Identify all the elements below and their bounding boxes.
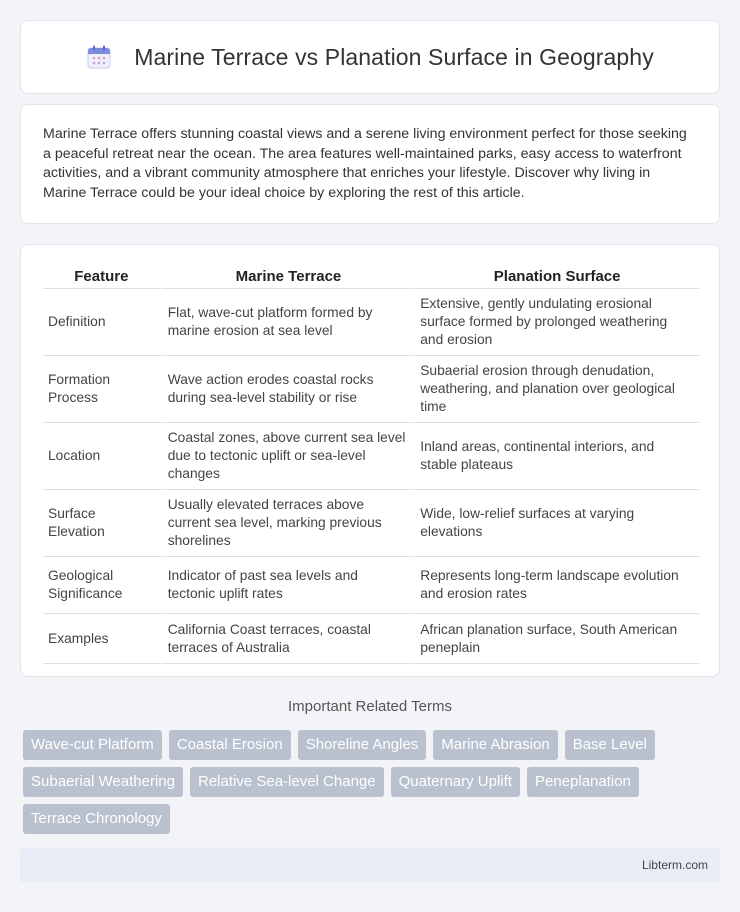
cell-planation-surface: Represents long-term landscape evolution and erosion rates	[413, 557, 699, 614]
related-term-tag[interactable]: Relative Sea-level Change	[190, 767, 384, 797]
intro-text: Marine Terrace offers stunning coastal views and a serene living environment perfect for those seeking a peaceful retreat near the ocean. The area features well-maintained parks, easy access to waterfront activities, and a vibrant community atmosphere that enriches your lifestyle. Discover why living in Marine Terrace could be your ideal choice by exploring the rest of this article.	[43, 126, 687, 201]
related-term-tag[interactable]: Marine Abrasion	[433, 730, 557, 760]
related-term-tag[interactable]: Quaternary Uplift	[391, 767, 520, 797]
comparison-table	[43, 267, 699, 664]
table-row	[43, 557, 699, 614]
column-header-marine-terrace: Marine Terrace	[160, 267, 414, 289]
cell-planation-surface: Inland areas, continental interiors, and stable plateaus	[413, 423, 699, 490]
related-term-tag[interactable]: Terrace Chronology	[23, 804, 170, 834]
table-header-row	[43, 267, 699, 289]
related-term-tag[interactable]: Base Level	[565, 730, 655, 760]
related-terms-list	[23, 730, 723, 841]
cell-planation-surface: African planation surface, South American peneplain	[413, 614, 699, 664]
related-term-tag[interactable]: Wave-cut Platform	[23, 730, 162, 760]
related-terms-title: Important Related Terms	[288, 698, 452, 715]
cell-feature: Examples	[43, 614, 160, 664]
header-card	[20, 20, 720, 94]
table-row	[43, 423, 699, 490]
cell-planation-surface: Extensive, gently undulating erosional surface formed by prolonged weathering and erosion	[413, 289, 699, 356]
intro-card	[20, 104, 720, 224]
cell-planation-surface: Subaerial erosion through denudation, weathering, and planation over geological time	[413, 356, 699, 423]
column-header-planation-surface: Planation Surface	[413, 267, 699, 289]
cell-marine-terrace: Wave action erodes coastal rocks during sea-level stability or rise	[160, 356, 414, 423]
related-term-tag[interactable]: Peneplanation	[527, 767, 639, 797]
table-row	[43, 356, 699, 423]
footer	[20, 848, 720, 882]
related-term-tag[interactable]: Coastal Erosion	[169, 730, 291, 760]
table-row	[43, 614, 699, 664]
calendar-icon	[86, 44, 112, 70]
page-title: Marine Terrace vs Planation Surface in Geography	[134, 43, 654, 70]
cell-feature: Formation Process	[43, 356, 160, 423]
cell-feature: Location	[43, 423, 160, 490]
cell-marine-terrace: Indicator of past sea levels and tectonic uplift rates	[160, 557, 414, 614]
table-row	[43, 289, 699, 356]
column-header-feature: Feature	[43, 267, 160, 289]
cell-planation-surface: Wide, low-relief surfaces at varying elevations	[413, 490, 699, 557]
cell-marine-terrace: Usually elevated terraces above current sea level, marking previous shorelines	[160, 490, 414, 557]
cell-feature: Surface Elevation	[43, 490, 160, 557]
cell-marine-terrace: Coastal zones, above current sea level due to tectonic uplift or sea-level changes	[160, 423, 414, 490]
cell-marine-terrace: California Coast terraces, coastal terraces of Australia	[160, 614, 414, 664]
cell-marine-terrace: Flat, wave-cut platform formed by marine erosion at sea level	[160, 289, 414, 356]
cell-feature: Geological Significance	[43, 557, 160, 614]
table-row	[43, 490, 699, 557]
related-term-tag[interactable]: Subaerial Weathering	[23, 767, 183, 797]
footer-site-link[interactable]: Libterm.com	[641, 858, 708, 872]
comparison-table-card	[20, 244, 720, 677]
cell-feature: Definition	[43, 289, 160, 356]
related-term-tag[interactable]: Shoreline Angles	[298, 730, 427, 760]
